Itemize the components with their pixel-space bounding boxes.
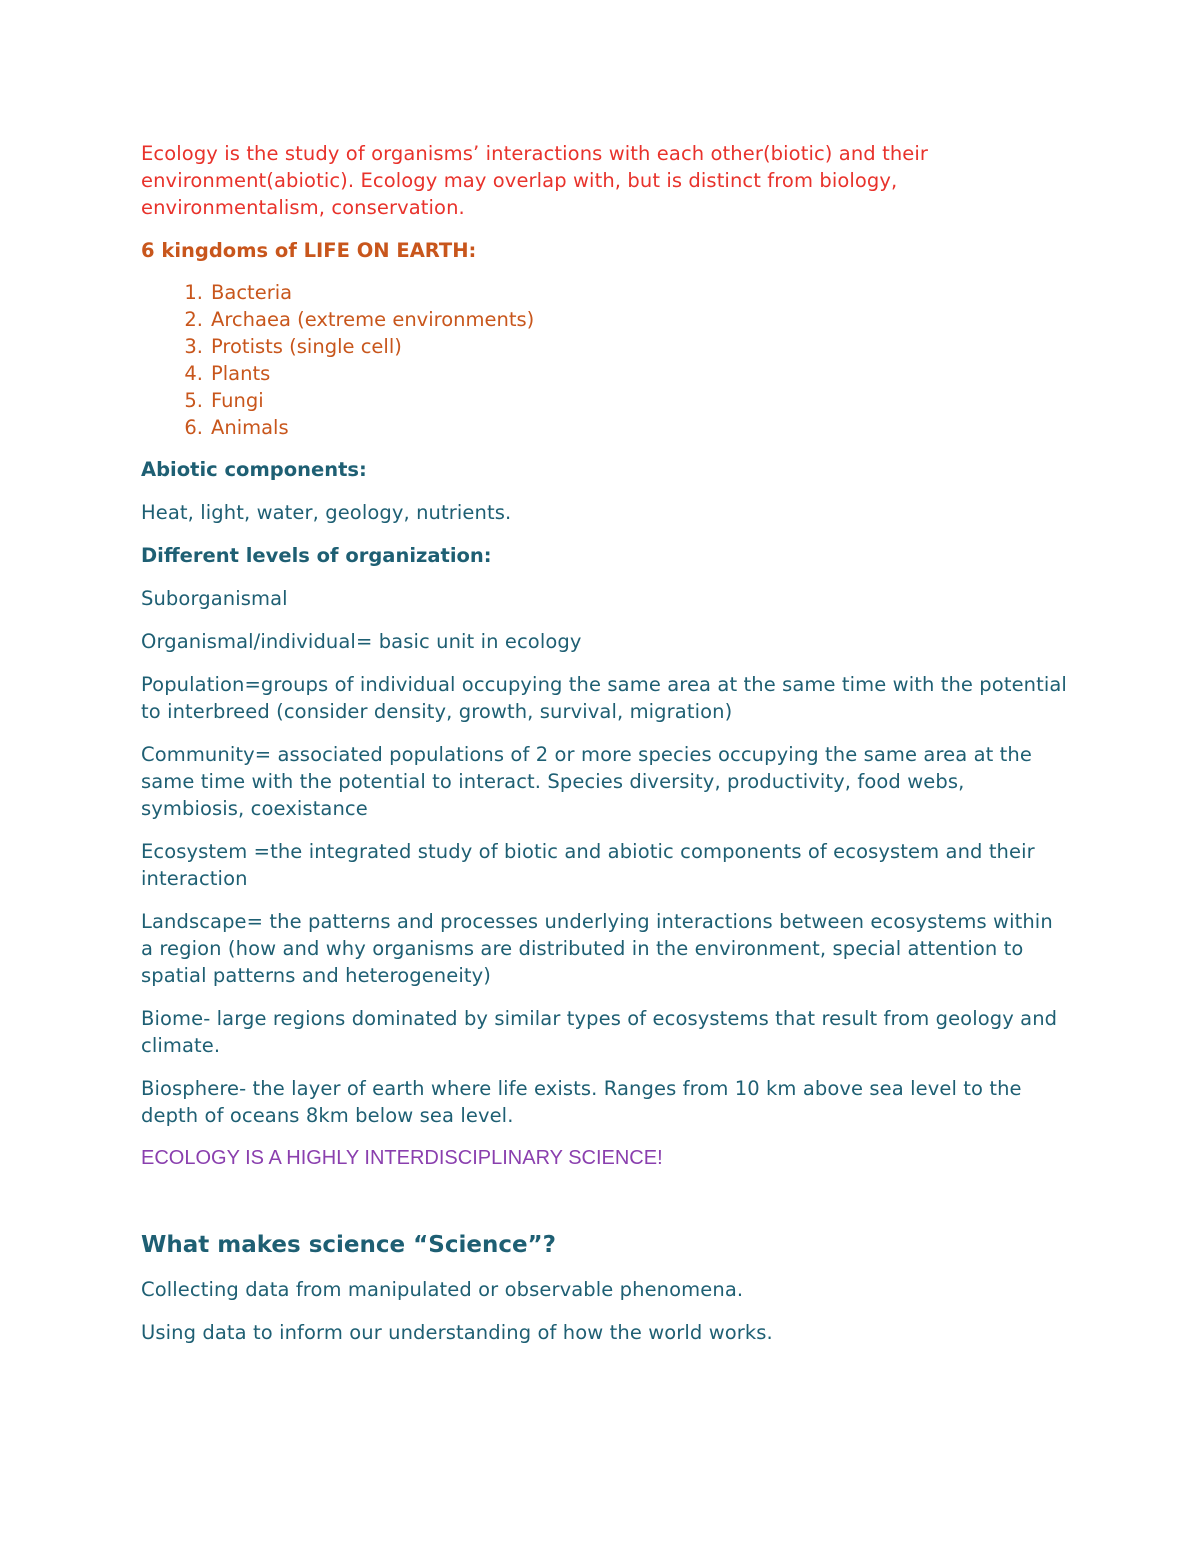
level-biome: Biome- large regions dominated by similar types of ecosystems that result from geology and climate. bbox=[141, 1007, 1058, 1057]
level-landscape: Landscape= the patterns and processes underlying interactions between ecosystems within a region (how and why organisms are distributed in the environment, special attention to spatial patterns and heterogeneity) bbox=[141, 910, 1053, 987]
science-paragraph: Collecting data from manipulated or observable phenomena. bbox=[141, 1278, 744, 1301]
abiotic-heading: Abiotic components: bbox=[141, 458, 367, 481]
intro-paragraph: Ecology is the study of organisms’ interactions with each other(biotic) and their environment(abiotic). Ecology may overlap with, but is distinct from biology, environmentalism, conservation. bbox=[141, 142, 929, 219]
list-item bbox=[141, 360, 1071, 387]
abiotic-text: Heat, light, water, geology, nutrients. bbox=[141, 501, 512, 524]
science-paragraph: Using data to inform our understanding of how the world works. bbox=[141, 1321, 773, 1344]
document-page bbox=[141, 140, 1071, 1362]
level-suborganismal: Suborganismal bbox=[141, 587, 288, 610]
list-item bbox=[141, 414, 1071, 441]
interdisciplinary-callout: ECOLOGY IS A HIGHLY INTERDISCIPLINARY SCIENCE! bbox=[141, 1147, 663, 1169]
list-number: 5. bbox=[184, 389, 203, 412]
kingdoms-heading: 6 kingdoms of LIFE ON EARTH: bbox=[141, 239, 477, 262]
list-item bbox=[141, 279, 1071, 306]
science-heading: What makes science “Science”? bbox=[141, 1232, 557, 1258]
list-item bbox=[141, 387, 1071, 414]
level-community: Community= associated populations of 2 or more species occupying the same area at the same time with the potential to interact. Species diversity, productivity, food webs, symbiosis, coexistance bbox=[141, 743, 1032, 820]
list-item-label: Bacteria bbox=[211, 281, 293, 304]
list-item-label: Archaea (extreme environments) bbox=[211, 308, 535, 331]
list-number: 2. bbox=[184, 308, 203, 331]
level-biosphere: Biosphere- the layer of earth where life exists. Ranges from 10 km above sea level to the depth of oceans 8km below sea level. bbox=[141, 1077, 1022, 1127]
list-item bbox=[141, 306, 1071, 333]
level-organismal: Organismal/individual= basic unit in ecology bbox=[141, 630, 582, 653]
list-item-label: Protists (single cell) bbox=[211, 335, 402, 358]
list-number: 1. bbox=[184, 281, 203, 304]
list-number: 6. bbox=[184, 416, 203, 439]
list-item bbox=[141, 333, 1071, 360]
level-population: Population=groups of individual occupying the same area at the same time with the potential to interbreed (consider density, growth, survival, migration) bbox=[141, 673, 1067, 723]
list-item-label: Animals bbox=[211, 416, 289, 439]
list-number: 4. bbox=[184, 362, 203, 385]
list-item-label: Fungi bbox=[211, 389, 264, 412]
kingdoms-list bbox=[141, 279, 1071, 441]
list-number: 3. bbox=[184, 335, 203, 358]
list-item-label: Plants bbox=[211, 362, 271, 385]
levels-heading: Different levels of organization: bbox=[141, 544, 492, 567]
level-ecosystem: Ecosystem =the integrated study of biotic and abiotic components of ecosystem and their interaction bbox=[141, 840, 1035, 890]
